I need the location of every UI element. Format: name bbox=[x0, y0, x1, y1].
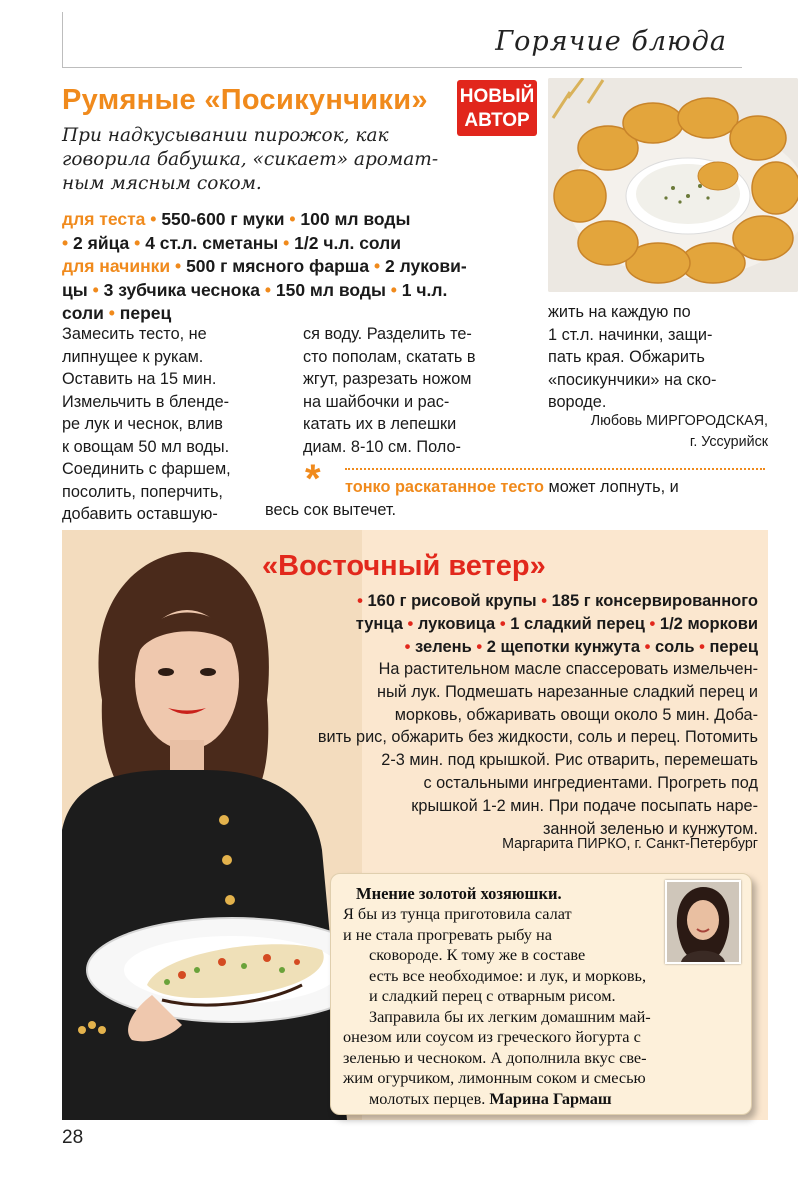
text-line: 1 ст.л. начинки, защи- bbox=[548, 325, 713, 344]
text-line: жим огурчиком, лимонным соком и смесью bbox=[343, 1068, 646, 1087]
text-line: есть все необходимое: и лук, и морковь, bbox=[369, 965, 647, 985]
text-line: на шайбочки и рас- bbox=[303, 392, 450, 411]
filling-label: для начинки bbox=[62, 256, 171, 276]
ingredient: 550-600 г муки bbox=[161, 209, 285, 229]
opinion-author: Марина Гармаш bbox=[489, 1088, 612, 1108]
recipe1-column-1 bbox=[62, 323, 282, 526]
tip-text-1: может лопнуть, и bbox=[544, 478, 679, 496]
text-line: катать их в лепешки bbox=[303, 415, 457, 433]
ingredient: 2 щепотки кунжута bbox=[486, 638, 641, 656]
text-line: морковь, обжаривать овощи около 5 мин. Доба- bbox=[394, 705, 758, 724]
ingredient: луковица bbox=[417, 615, 496, 633]
ingredient: 4 ст.л. сметаны bbox=[145, 232, 279, 253]
ingredient: цы bbox=[62, 279, 88, 300]
ingredient: 1 ч.л. bbox=[401, 279, 448, 300]
recipe1-column-3 bbox=[548, 301, 773, 414]
asterisk-icon: * bbox=[305, 457, 321, 501]
author-name: Любовь МИРГОРОДСКАЯ, bbox=[590, 413, 768, 429]
subtitle-line: ным мясным соком. bbox=[62, 173, 262, 194]
ingredient: 160 г рисовой крупы bbox=[367, 592, 537, 610]
ingredient: 2 яйца bbox=[73, 232, 130, 253]
text-line: сто пополам, скатать в bbox=[303, 347, 476, 366]
text-line: «посикунчики» на ско- bbox=[548, 370, 717, 389]
dumplings-illustration bbox=[548, 78, 798, 292]
tip-text-2: весь сок вытечет. bbox=[265, 501, 397, 519]
text-line: добавить оставшую- bbox=[62, 505, 218, 523]
ingredient: тунца bbox=[355, 615, 403, 633]
dough-label: для теста bbox=[62, 209, 146, 229]
text-line: занной зеленью и кунжутом. bbox=[542, 819, 758, 838]
ingredient: перец bbox=[119, 303, 172, 323]
tip-text bbox=[265, 476, 785, 522]
ingredient: соль bbox=[655, 638, 695, 656]
ingredient: перец bbox=[709, 638, 758, 656]
text-line: вороде. bbox=[548, 393, 607, 411]
text-line: 2-3 мин. под крышкой. Рис отварить, перемешать bbox=[381, 751, 758, 770]
last-line-text: молотых перцев. bbox=[369, 1088, 486, 1108]
text-line: и сладкий перец с отварным рисом. bbox=[369, 986, 616, 1005]
text-line: и не стала прогревать рыбу на bbox=[343, 924, 552, 944]
recipe1-author bbox=[548, 411, 768, 453]
section-title: Горячие блюда bbox=[495, 26, 727, 57]
ingredient: 100 мл воды bbox=[300, 209, 411, 229]
opinion-text bbox=[343, 904, 743, 1109]
text-line: сковороде. К тому же в составе bbox=[369, 945, 586, 964]
opinion-title: Мнение золотой хозяюшки. bbox=[356, 884, 562, 903]
page-number: 28 bbox=[62, 1127, 84, 1148]
recipe2-ingredients bbox=[258, 590, 758, 659]
ingredient: 1 сладкий перец bbox=[510, 615, 645, 633]
text-line: онезом или соусом из греческого йогурта с bbox=[343, 1027, 641, 1046]
ingredients-row: для начинки • 500 г мясного фарша • 2 лукови- bbox=[62, 256, 467, 276]
text-line: зеленью и чесноком. А дополнила вкус све- bbox=[343, 1047, 647, 1067]
text-line: ся воду. Разделить те- bbox=[303, 325, 472, 343]
text-line: ный лук. Подмешать нарезанные сладкий перец и bbox=[376, 682, 758, 701]
text-line: крышкой 1-2 мин. При подаче посыпать наре- bbox=[411, 796, 758, 815]
badge-line2: АВТОР bbox=[464, 110, 530, 131]
text-line: Оставить на 15 мин. bbox=[62, 370, 217, 388]
section-divider-horizontal bbox=[62, 67, 742, 68]
text-line: вить рис, обжарить без жидкости, соль и перец. Потомить bbox=[317, 728, 758, 747]
text-line: липнущее к рукам. bbox=[62, 347, 204, 366]
badge-line1: НОВЫЙ bbox=[459, 86, 535, 107]
text-line: Заправила бы их легким домашним май- bbox=[369, 1006, 651, 1026]
text-line bbox=[343, 1089, 743, 1110]
ingredient: 1/2 ч.л. соли bbox=[294, 232, 402, 253]
ingredient: 3 зубчика чеснока bbox=[103, 279, 260, 300]
ingredients-row: • зелень • 2 щепотки кунжута • соль • перец bbox=[404, 638, 758, 656]
ingredient: 150 мл воды bbox=[275, 279, 386, 300]
subtitle-line: говорила бабушка, «сикает» аромат- bbox=[62, 149, 439, 170]
recipe2-author: Маргарита ПИРКО, г. Санкт-Петербург bbox=[502, 836, 758, 852]
recipe1-subtitle bbox=[62, 124, 542, 196]
tip-highlight: тонко раскатанное тесто bbox=[345, 478, 544, 496]
text-line: жить на каждую по bbox=[548, 303, 691, 321]
ingredient: 185 г консервированного bbox=[551, 592, 758, 610]
subtitle-line: При надкусывании пирожок, как bbox=[62, 125, 389, 146]
ingredient: зелень bbox=[415, 638, 472, 656]
author-city: г. Уссурийск bbox=[689, 434, 768, 450]
text-line: ре лук и чеснок, влив bbox=[62, 415, 223, 433]
text-line: диам. 8-10 см. Поло- bbox=[303, 437, 461, 456]
ingredients-row: цы • 3 зубчика чеснока • 150 мл воды • 1 ч.л. bbox=[62, 279, 448, 300]
recipe1-ingredients bbox=[62, 208, 540, 326]
text-line: Я бы из тунца приготовила салат bbox=[343, 904, 572, 923]
tip-dotted-line bbox=[345, 468, 765, 470]
text-line: На растительном масле спассеровать измельчен- bbox=[378, 660, 758, 678]
text-line: Измельчить в бленде- bbox=[62, 392, 230, 411]
ingredients-row: • 160 г рисовой крупы • 185 г консервированного bbox=[357, 592, 758, 610]
dumplings-photo bbox=[548, 78, 798, 292]
section-divider-vertical bbox=[62, 12, 63, 68]
text-line: Замесить тесто, не bbox=[62, 325, 207, 343]
ingredients-row: тунца • луковица • 1 сладкий перец • 1/2 моркови bbox=[355, 615, 758, 633]
text-line: к овощам 50 мл воды. bbox=[62, 437, 230, 456]
recipe1-column-2 bbox=[303, 323, 528, 458]
ingredients-row: • 2 яйца • 4 ст.л. сметаны • 1/2 ч.л. соли bbox=[62, 232, 402, 253]
recipe2-instructions bbox=[258, 658, 758, 840]
ingredients-row: соли • перец bbox=[62, 303, 172, 323]
text-line: Соединить с фаршем, bbox=[62, 460, 231, 478]
text-line: посолить, поперчить, bbox=[62, 482, 223, 501]
text-line: пать края. Обжарить bbox=[548, 348, 705, 366]
text-line: жгут, разрезать ножом bbox=[303, 370, 472, 388]
ingredient: соли bbox=[62, 303, 104, 323]
ingredients-row: для теста • 550-600 г муки • 100 мл воды bbox=[62, 209, 411, 229]
ingredient: 2 лукови- bbox=[384, 256, 467, 276]
ingredient: 500 г мясного фарша bbox=[186, 256, 370, 276]
recipe2-title: «Восточный ветер» bbox=[262, 550, 546, 582]
recipe1-title: Румяные «Посикунчики» bbox=[62, 84, 428, 116]
text-line: с остальными ингредиентами. Прогреть под bbox=[423, 773, 758, 792]
ingredient: 1/2 моркови bbox=[659, 615, 758, 633]
